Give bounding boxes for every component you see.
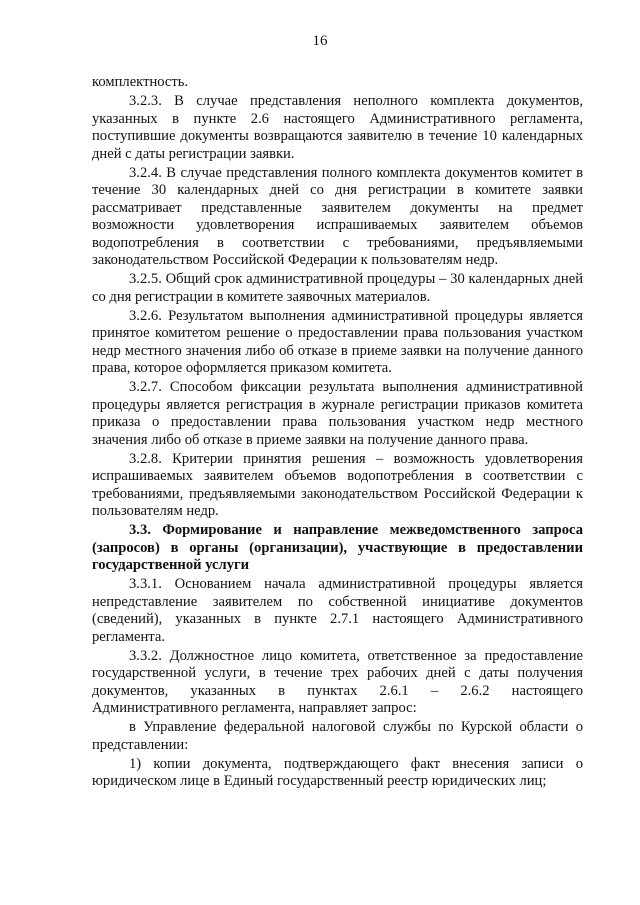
paragraph: 1) копии документа, подтверждающего факт внесения записи о юридическом лице в Единый государственный реестр юридических лиц; [92, 755, 583, 789]
paragraph: 3.2.7. Способом фиксации результата выполнения административной процедуры является регистрация в журнале регистрации приказов комитета приказа о предоставлении права пользования участком недр местного значения либо об отказе в приеме заявки на получение данного права. [92, 379, 583, 448]
paragraph: 3.3.1. Основанием начала административной процедуры является непредставление заявителем по собственной инициативе документов (сведений), указанных в пункте 2.7.1 настоящего Административного регламента. [92, 576, 583, 645]
paragraph: комплектность. [92, 74, 189, 90]
paragraph: 3.2.3. В случае представления неполного комплекта документов, указанных в пункте 2.6 настоящего Административного регламента, поступившие документы возвращаются заявителю в течение 10 календарных дней с даты регистрации заявки. [92, 93, 583, 162]
paragraph: в Управление федеральной налоговой службы по Курской области о представлении: [92, 719, 583, 753]
paragraph: 3.2.6. Результатом выполнения административной процедуры является принятое комитетом решение о предоставлении права пользования участком недр местного значения либо об отказе в приеме заявки на получение данного права, которое оформляется приказом комитета. [92, 307, 583, 376]
paragraph: 3.2.5. Общий срок административной процедуры – 30 календарных дней со дня регистрации в комитете заявочных материалов. [92, 271, 583, 305]
page-number: 16 [312, 33, 328, 49]
document-body [92, 74, 583, 792]
paragraph: 3.2.8. Критерии принятия решения – возможность удовлетворения испрашиваемых заявителем объемов водопотребления в соответствии с требованиями, предъявляемыми законодательством Российской Федерации к пользователям недр. [92, 450, 583, 519]
paragraph: 3.3.2. Должностное лицо комитета, ответственное за предоставление государственной услуги, в течение трех рабочих дней с даты получения документов, указанных в пунктах 2.6.1 – 2.6.2 настоящего Административного регламента, направляет запрос: [92, 647, 583, 716]
section-heading: 3.3. Формирование и направление межведомственного запроса (запросов) в органы (организации), участвующие в предоставлении государственной услуги [92, 522, 583, 573]
paragraph: 3.2.4. В случае представления полного комплекта документов комитет в течение 30 календарных дней со дня регистрации в комитете заявки рассматривает представленные заявителем документы на предмет возможности удовлетворения испрашиваемых заявителем объемов водопотребления в соответствии с требованиями, предъявляемыми законодательством Российской Федерации к пользователям недр. [92, 164, 583, 268]
